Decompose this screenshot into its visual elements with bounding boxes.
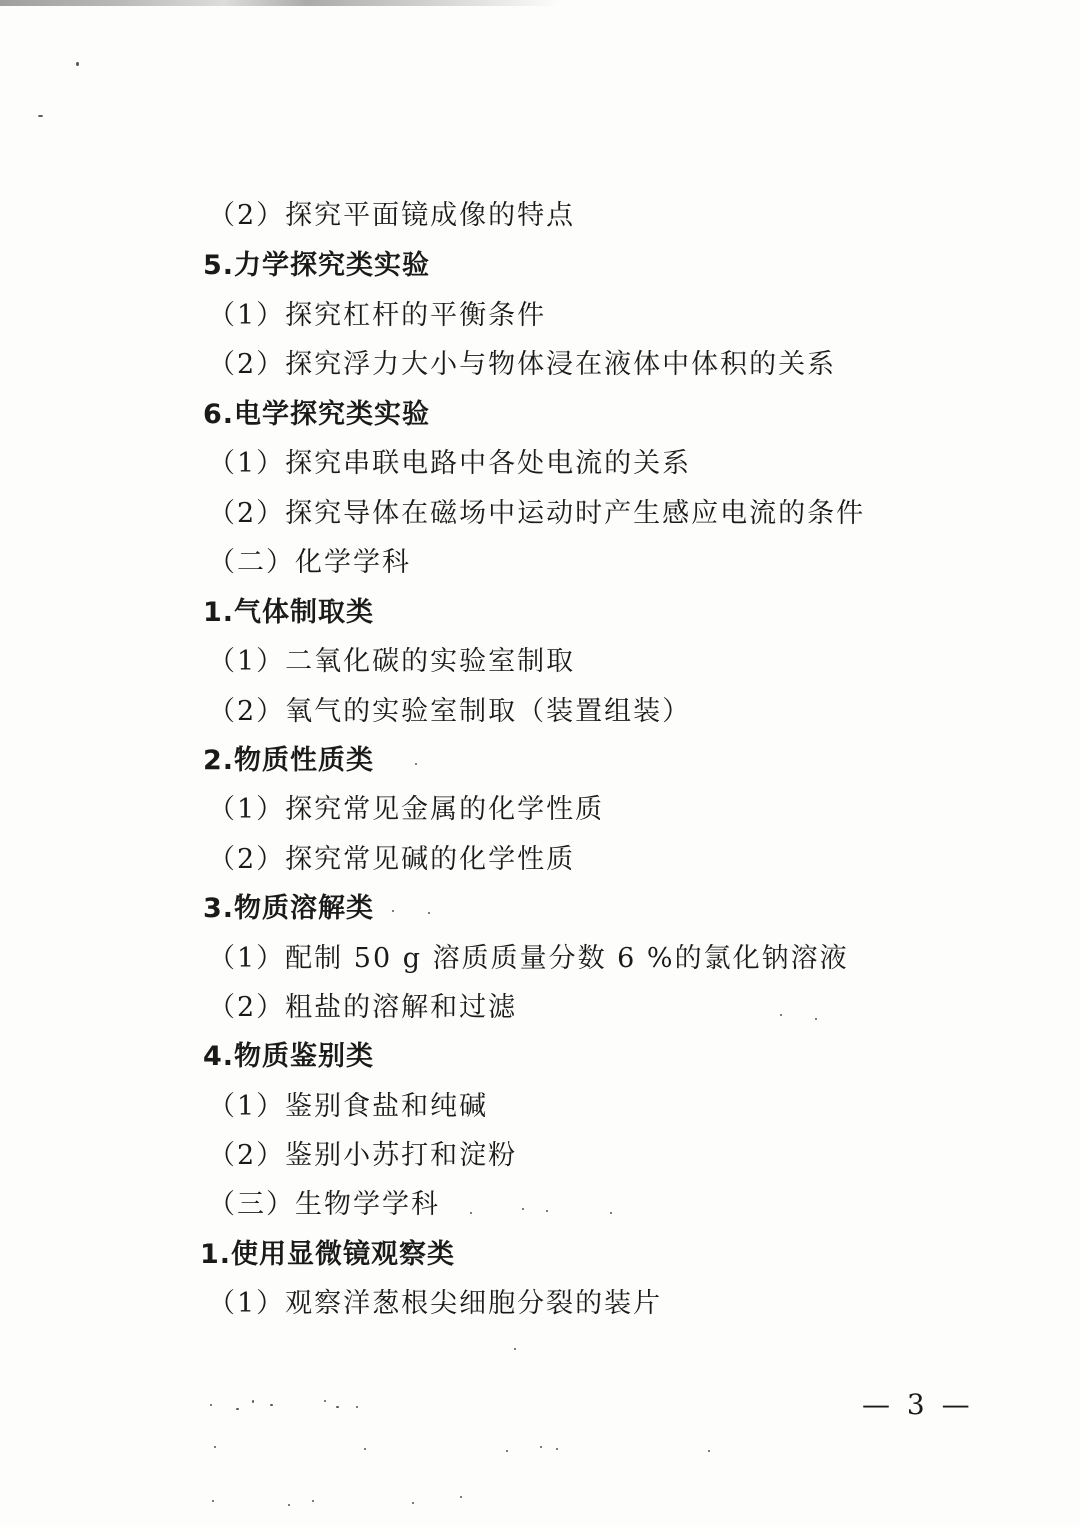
scan-speck	[514, 1348, 516, 1350]
heading-electricity-experiments: 6.电学探究类实验	[203, 399, 431, 430]
scan-speck	[364, 1448, 366, 1450]
scan-speck	[252, 1400, 254, 1403]
scan-speck	[356, 1406, 358, 1408]
item-metal-properties: （1）探究常见金属的化学性质	[208, 794, 605, 825]
item-series-current: （1）探究串联电路中各处电流的关系	[208, 448, 692, 479]
item-induced-current: （2）探究导体在磁场中运动时产生感应电流的条件	[208, 498, 866, 529]
heading-dissolution: 3.物质溶解类	[203, 893, 375, 924]
scan-speck	[212, 1500, 214, 1502]
scan-speck	[312, 1500, 314, 1502]
scan-speck	[38, 115, 43, 117]
scan-speck	[412, 1502, 414, 1504]
scan-speck	[236, 1408, 239, 1410]
scan-speck	[428, 912, 430, 914]
item-base-properties: （2）探究常见碱的化学性质	[208, 844, 576, 875]
scan-speck	[556, 1448, 558, 1450]
scan-speck	[470, 1212, 472, 1214]
item-o2-preparation: （2）氧气的实验室制取（装置组装）	[208, 696, 692, 727]
scan-speck	[76, 62, 79, 66]
scan-speck	[415, 763, 417, 765]
scan-speck	[214, 1446, 216, 1448]
item-mirror-imaging: （2）探究平面镜成像的特点	[208, 200, 576, 231]
page-number: — 3 —	[862, 1388, 974, 1421]
heading-mechanics-experiments: 5.力学探究类实验	[203, 250, 431, 281]
scan-speck	[815, 1018, 817, 1020]
scan-speck	[708, 1450, 710, 1452]
item-onion-root-tip: （1）观察洋葱根尖细胞分裂的装片	[208, 1288, 663, 1319]
scan-speck	[610, 1212, 612, 1214]
item-lever-balance: （1）探究杠杆的平衡条件	[208, 300, 547, 331]
scan-speck	[288, 1504, 290, 1506]
scan-speck	[392, 910, 394, 912]
heading-microscope: 1.使用显微镜观察类	[200, 1239, 456, 1270]
scan-speck	[780, 1014, 782, 1016]
scan-speck	[540, 1446, 542, 1448]
scan-speck	[460, 1496, 462, 1498]
heading-identification: 4.物质鉴别类	[203, 1041, 375, 1072]
section-biology: （三）生物学学科	[208, 1189, 440, 1220]
section-chemistry: （二）化学学科	[208, 547, 411, 578]
item-salt-filtration: （2）粗盐的溶解和过滤	[208, 992, 518, 1023]
item-nacl-solution: （1）配制 50 g 溶质质量分数 6 %的氯化钠溶液	[208, 943, 849, 974]
heading-substance-properties: 2.物质性质类	[203, 745, 375, 776]
scan-speck	[336, 1406, 339, 1408]
scan-speck	[210, 1404, 212, 1406]
scan-speck	[546, 1210, 548, 1212]
scan-edge-artifact	[0, 0, 560, 6]
item-buoyancy: （2）探究浮力大小与物体浸在液体中体积的关系	[208, 349, 837, 380]
item-salt-soda: （1）鉴别食盐和纯碱	[208, 1091, 489, 1122]
scan-speck	[522, 1208, 524, 1210]
item-baking-soda-starch: （2）鉴别小苏打和淀粉	[208, 1140, 518, 1171]
scan-speck	[506, 1450, 508, 1452]
item-co2-preparation: （1）二氧化碳的实验室制取	[208, 646, 576, 677]
scan-speck	[270, 1404, 273, 1406]
scan-speck	[324, 1400, 326, 1402]
heading-gas-preparation: 1.气体制取类	[203, 597, 375, 628]
